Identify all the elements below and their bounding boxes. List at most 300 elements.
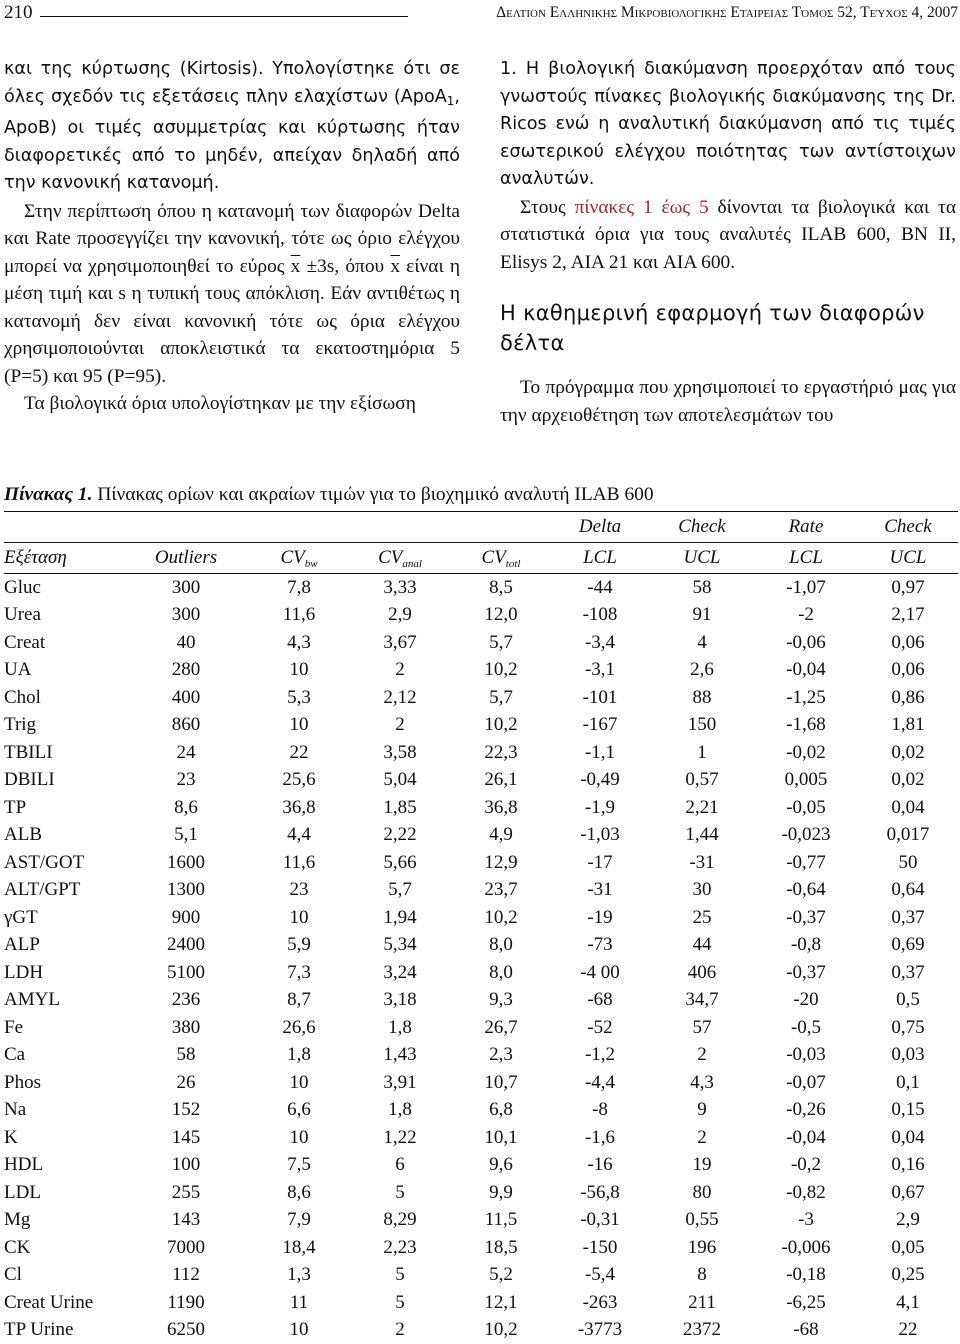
table-row [4,602,958,630]
table-cell: 0,02 [891,769,925,791]
table-cell: 0,97 [891,576,925,598]
table-cell: 9 [697,1099,707,1121]
table-cell: 1,3 [287,1264,311,1286]
table-row [4,1124,958,1152]
table-cell: 8,6 [174,796,198,818]
table-cell: -5,4 [584,1264,616,1286]
table-row [4,1097,958,1125]
mean-symbol: $\overline{x}$ [290,255,301,277]
table-cell: 5,9 [287,934,311,956]
table-reference-link[interactable]: πίνακες 1 έως 5 [574,196,709,218]
table-cell: 3,33 [383,576,417,598]
table-cell: 1190 [167,1291,205,1313]
column-header: LCL [550,543,650,574]
table-cell: 10,2 [484,906,518,928]
table-row [4,1207,958,1235]
table-cell: 4,4 [287,824,311,846]
table-cell: 12,9 [484,851,518,873]
table-cell: 3,58 [383,741,417,763]
table-cell: 3,24 [383,961,417,983]
table-cell: 25,6 [282,769,316,791]
table-cell: 24 [176,741,196,763]
analyte-name-cell: Gluc [4,576,41,598]
table-cell: 0,005 [784,769,828,791]
analyte-name-cell: Phos [4,1071,41,1093]
table-cell: 5,04 [383,769,417,791]
table-cell: -1,25 [786,686,826,708]
table-cell: 30 [692,879,712,901]
table-cell: -0,07 [786,1071,826,1093]
table-cell: 40 [176,631,196,653]
column-header: LCL [754,543,858,574]
table-cell: 1,81 [891,714,925,736]
table-cell: 7,5 [287,1154,311,1176]
table-cell: 26 [176,1071,196,1093]
table-cell: 18,4 [282,1236,316,1258]
paragraph: και της κύρτωσης (Kirtosis). Υπολογίστηκε ότι σε όλες σχεδόν τις εξετάσεις πλην ελαχίστων (ApoA$_1$, ApoB) οι τιμές ασυμμετρίας και κύρτωσης ήταν διαφορετικές από το μηδέν, απείχαν δηλαδή από την κανονική κατανομή. [4,59,460,193]
analyte-name-cell: Ca [4,1044,26,1066]
analyte-name-cell: Creat Urine [4,1291,94,1313]
table-cell: 7,3 [287,961,311,983]
column-header: $CV_{anal}$ [348,543,452,574]
mean-symbol: $\overline{x}$ [390,255,401,277]
analyte-name-cell: UA [4,659,32,681]
table-cell: 36,8 [484,796,518,818]
analyte-name-cell: CK [4,1236,31,1258]
table-cell: 2,22 [383,824,417,846]
table-cell: 5,3 [287,686,311,708]
section-heading: Η καθημερινή εφαρμογή των διαφορών δέλτα [500,301,925,355]
table-cell: 152 [171,1099,201,1121]
table-row [4,877,958,905]
table-row [4,767,958,795]
table-cell: 10 [289,714,309,736]
table-cell: 2 [395,1319,405,1341]
table-cell: 0,64 [891,879,925,901]
table-cell: 6250 [167,1319,205,1341]
table-cell: 2,3 [489,1044,513,1066]
table-cell: 0,55 [685,1209,719,1231]
table-cell: 8 [697,1264,707,1286]
table-cell: 91 [692,604,712,626]
column-header: UCL [858,543,958,574]
table-cell: 112 [172,1264,200,1286]
table-cell: -0,03 [786,1044,826,1066]
journal-title: Δελτιον Ελληνικης Μικροβιολογικης Εταιρειας Τόμος 52, Τεύχος 4, 2007 [496,4,958,21]
table-cell: 9,9 [489,1181,513,1203]
table-row [4,1152,958,1180]
table-row [4,959,958,987]
table-cell: 36,8 [282,796,316,818]
table-cell: -6,25 [786,1291,826,1313]
table-cell: 26,1 [484,769,518,791]
table-cell: 6 [395,1154,405,1176]
table-cell: 0,02 [891,741,925,763]
table-cell: 22 [898,1319,918,1341]
table-cell: 1,22 [383,1126,417,1148]
table-cell: 9,6 [489,1154,513,1176]
table-cell: 7000 [167,1236,205,1258]
table-row [4,657,958,685]
table-cell: 8,5 [489,576,513,598]
table-row [4,684,958,712]
analyte-name-cell: DBILI [4,769,55,791]
column-header: Outliers [122,543,250,574]
table-cell: 145 [171,1126,201,1148]
table-cell: -3,1 [584,659,616,681]
table-cell: 1,43 [383,1044,417,1066]
table-cell: 0,16 [891,1154,925,1176]
analyte-name-cell: Trig [4,714,37,736]
group-header: Check [650,512,754,543]
table-cell: -0,02 [786,741,826,763]
table-cell: 1,8 [287,1044,311,1066]
table-cell: 860 [171,714,201,736]
table-cell: -101 [582,686,618,708]
table-cell: 10 [289,1126,309,1148]
table-cell: 1,8 [388,1016,412,1038]
analyte-name-cell: Fe [4,1016,23,1038]
table-cell: 4,1 [896,1291,920,1313]
table-cell: 5 [395,1264,405,1286]
table-cell: -73 [587,934,613,956]
analyte-name-cell: TP Urine [4,1319,74,1341]
table-cell: 44 [692,934,712,956]
table-cell: 0,5 [896,989,920,1011]
table-cell: 143 [171,1209,201,1231]
table-cell: 1600 [167,851,205,873]
table-cell: 406 [687,961,717,983]
table-cell: -150 [582,1236,618,1258]
paragraph: Στην περίπτωση όπου η κατανομή των διαφορών Delta και Rate προσεγγίζει την κανονική, τότε ως όριο ελέγχου μπορεί να χρησιμοποιηθεί το εύρος $\overline{x} \pm 3s$, όπου $\overline{x}$ είναι η μέση τιμή και s η τυπική τους απόκλιση. Εάν αντιθέτως η κατανομή δεν είναι κανονική τότε ως όρια ελέγχου χρησιμοποιούνται αποκλειστικά τα εκατοστημόρια 5 (P=5) και 95 (P=95). [4,200,460,387]
table-row [4,1234,958,1262]
table-cell: 0,03 [891,1044,925,1066]
column-header: Εξέταση [4,543,122,574]
table-cell: 50 [898,851,918,873]
table-cell: 2,23 [383,1236,417,1258]
table-cell: 0,57 [685,769,719,791]
analyte-name-cell: K [4,1126,18,1148]
table-cell: 1,94 [383,906,417,928]
table-cell: -1,1 [584,741,616,763]
table-cell: 10 [289,1319,309,1341]
table-cell: 2 [395,659,405,681]
table-cell: 58 [692,576,712,598]
table-cell: -1,07 [786,576,826,598]
table-cell: -0,82 [786,1181,826,1203]
table-cell: -1,68 [786,714,826,736]
table-cell: -263 [582,1291,618,1313]
table-cell: 0,1 [896,1071,920,1093]
table-cell: 2 [697,1126,707,1148]
table-cell: 0,05 [891,1236,925,1258]
table-cell: -17 [587,851,613,873]
table-cell: 1,44 [685,824,719,846]
table-cell: -3,4 [584,631,616,653]
table-cell: -0,05 [786,796,826,818]
table-row [4,849,958,877]
table-cell: -167 [582,714,618,736]
table-cell: -0,77 [786,851,826,873]
table-cell: 4 [697,631,707,653]
table-row [4,904,958,932]
table-cell: -0,18 [786,1264,826,1286]
paragraph: Στους πίνακες 1 έως 5 δίνονται τα βιολογικά και τα στατιστικά όρια για τους αναλυτές ILAB 600, BN II, Elisys 2, AIA 21 και AIA 600. [500,196,956,273]
table-cell: 88 [692,686,712,708]
table-cell: 2 [395,714,405,736]
table-cell: 100 [171,1154,201,1176]
table-row [4,1179,958,1207]
table-cell: 1300 [167,879,205,901]
table-cell: -1,2 [584,1044,616,1066]
table-cell: 0,04 [891,796,925,818]
header-rule [40,16,408,17]
table-cell: 211 [688,1291,716,1313]
table-cell: 0,15 [891,1099,925,1121]
table-cell: 236 [171,989,201,1011]
analyte-name-cell: ALT/GPT [4,879,81,901]
table-cell: 4,3 [690,1071,714,1093]
table-cell: 5,7 [489,686,513,708]
table-cell: 2,17 [891,604,925,626]
table-cell: -19 [587,906,613,928]
analyte-name-cell: TP [4,796,27,818]
table-cell: 6,6 [287,1099,311,1121]
table-row [4,712,958,740]
column-header: UCL [650,543,754,574]
analyte-name-cell: HDL [4,1154,44,1176]
table-cell: 280 [171,659,201,681]
table-cell: 380 [171,1016,201,1038]
table-cell: -0,006 [781,1236,831,1258]
analyte-name-cell: Na [4,1099,27,1121]
column-header: $CV_{totl}$ [452,543,550,574]
table-cell: -0,04 [786,659,826,681]
table-row [4,739,958,767]
table-cell: 300 [171,604,201,626]
table-cell: 9,3 [489,989,513,1011]
column-header: $CV_{bw}$ [250,543,348,574]
table-cell: 6,8 [489,1099,513,1121]
table-cell: 12,0 [484,604,518,626]
table-cell: 0,86 [891,686,925,708]
table-row [4,1014,958,1042]
table-cell: -1,9 [584,796,616,818]
table-cell: 10 [289,659,309,681]
table-cell: 23 [289,879,309,901]
table-cell: -68 [793,1319,819,1341]
table-cell: -8 [592,1099,608,1121]
table-row [4,1262,958,1290]
table-cell: -3 [798,1209,814,1231]
table-cell: -0,37 [786,961,826,983]
table-cell: 10,2 [484,659,518,681]
table-cell: 0,75 [891,1016,925,1038]
table-cell: 5 [395,1181,405,1203]
limits-table [4,511,958,1344]
table-cell: 8,29 [383,1209,417,1231]
table-cell: 8,6 [287,1181,311,1203]
table-cell: 0,37 [891,961,925,983]
table-cell: -0,023 [781,824,831,846]
table-cell: 11,5 [484,1209,518,1231]
page-number: 210 [4,2,33,23]
table-cell: 0,67 [891,1181,925,1203]
table-cell: 22 [289,741,309,763]
table-cell: -0,64 [786,879,826,901]
table-cell: 34,7 [685,989,719,1011]
table-cell: 11 [289,1291,309,1313]
table-cell: 26,6 [282,1016,316,1038]
analyte-name-cell: LDH [4,961,44,983]
table-cell: 4,3 [287,631,311,653]
analyte-name-cell: ALP [4,934,40,956]
table-cell: 5 [395,1291,405,1313]
table-cell: 23 [176,769,196,791]
table-cell: 57 [692,1016,712,1038]
table-cell: 0,69 [891,934,925,956]
table-cell: 8,0 [489,934,513,956]
table-cell: -44 [587,576,613,598]
table-cell: -2 [798,604,814,626]
table-cell: 2372 [683,1319,721,1341]
table-cell: 1,8 [388,1099,412,1121]
table-cell: 8,0 [489,961,513,983]
table-cell: 2400 [167,934,205,956]
table-cell: 3,67 [383,631,417,653]
table-cell: 1 [697,741,707,763]
table-cell: 1,85 [383,796,417,818]
table-cell: 150 [687,714,717,736]
table-cell: 7,8 [287,576,311,598]
table-cell: 255 [171,1181,201,1203]
table-cell: -56,8 [580,1181,620,1203]
table-cell: 5100 [167,961,205,983]
table-cell: 80 [692,1181,712,1203]
table-cell: 10,2 [484,1319,518,1341]
table-cell: -0,37 [786,906,826,928]
table-cell: 900 [171,906,201,928]
table-cell: 196 [687,1236,717,1258]
table-cell: -3773 [577,1319,623,1341]
table-caption [4,484,954,506]
analyte-name-cell: Mg [4,1209,31,1231]
table-cell: 0,25 [891,1264,925,1286]
table-row [4,1069,958,1097]
table-cell: 19 [692,1154,712,1176]
table-cell: 18,5 [484,1236,518,1258]
table-cell: 25 [692,906,712,928]
table-row [4,987,958,1015]
table-cell: 23,7 [484,879,518,901]
table-row [4,794,958,822]
table-cell: -20 [793,989,819,1011]
table-row [4,822,958,850]
table-cell: 2,12 [383,686,417,708]
table-cell: 26,7 [484,1016,518,1038]
table-cell: -0,31 [580,1209,620,1231]
analyte-name-cell: TBILI [4,741,53,763]
table-cell: 5,1 [174,824,198,846]
table-cell: 3,18 [383,989,417,1011]
table-cell: 5,7 [489,631,513,653]
table-cell: 3,91 [383,1071,417,1093]
table-cell: 5,7 [388,879,412,901]
table-cell: 10,1 [484,1126,518,1148]
table-cell: 11,6 [282,851,316,873]
table-cell: -0,5 [790,1016,822,1038]
table-row [4,1317,958,1344]
column-header-row [4,543,958,574]
left-column [4,56,460,418]
analyte-name-cell: ALB [4,824,42,846]
table-cell: -0,06 [786,631,826,653]
paragraph: 1. Η βιολογική διακύμανση προερχόταν από τους γνωστούς πίνακες βιολογικής διακύμανσης της Dr. Ricos ενώ η αναλυτική διακύμανση από τις τιμές εσωτερικού ελέγχου ποιότητας των αντίστοιχων αναλυτών. [500,59,956,189]
analyte-name-cell: AMYL [4,989,60,1011]
group-header: Delta [550,512,650,543]
table-cell: -68 [587,989,613,1011]
table-cell: 10 [289,906,309,928]
paragraph: Το πρόγραμμα που χρησιμοποιεί το εργαστήριό μας για την αρχειοθέτηση των αποτελεσμάτων του [500,377,956,426]
table-row [4,1289,958,1317]
table-cell: -1,03 [580,824,620,846]
table-cell: 2,9 [896,1209,920,1231]
table-cell: 8,7 [287,989,311,1011]
table-cell: -0,04 [786,1126,826,1148]
table-row [4,574,958,602]
table-cell: -0,8 [790,934,822,956]
table-cell: -0,2 [790,1154,822,1176]
table-cell: -1,6 [584,1126,616,1148]
table-cell: 58 [176,1044,196,1066]
table-cell: 10,7 [484,1071,518,1093]
table-cell: 2,21 [685,796,719,818]
table-cell: 0,04 [891,1126,925,1148]
table-cell: 10 [289,1071,309,1093]
table-label: Πίνακας 1. [4,484,93,505]
table-body [4,574,958,1344]
table-cell: 5,34 [383,934,417,956]
running-header [4,2,958,24]
table-row [4,1042,958,1070]
paragraph: Τα βιολογικά όρια υπολογίστηκαν με την εξίσωση [24,393,416,414]
analyte-name-cell: γGT [4,906,38,928]
table-cell: 2,6 [690,659,714,681]
table-cell: 300 [171,576,201,598]
table-cell: 0,37 [891,906,925,928]
table-cell: -31 [689,851,715,873]
analyte-name-cell: LDL [4,1181,41,1203]
table-cell: -4,4 [584,1071,616,1093]
group-header-row [4,512,958,543]
table-cell: -31 [587,879,613,901]
analyte-name-cell: Creat [4,631,46,653]
table-cell: -0,26 [786,1099,826,1121]
analyte-name-cell: Chol [4,686,41,708]
table-cell: 4,9 [489,824,513,846]
table-cell: -16 [587,1154,613,1176]
right-column [500,56,956,429]
table-cell: 11,6 [282,604,316,626]
table-cell: 400 [171,686,201,708]
table-cell: 0,06 [891,631,925,653]
table-cell: 12,1 [484,1291,518,1313]
table-cell: 2,9 [388,604,412,626]
table-cell: 5,66 [383,851,417,873]
table-cell: 5,2 [489,1264,513,1286]
table-cell: -4 00 [580,961,620,983]
table-caption-text: Πίνακας ορίων και ακραίων τιμών για το βιοχημικό αναλυτή ILAB 600 [92,484,654,505]
